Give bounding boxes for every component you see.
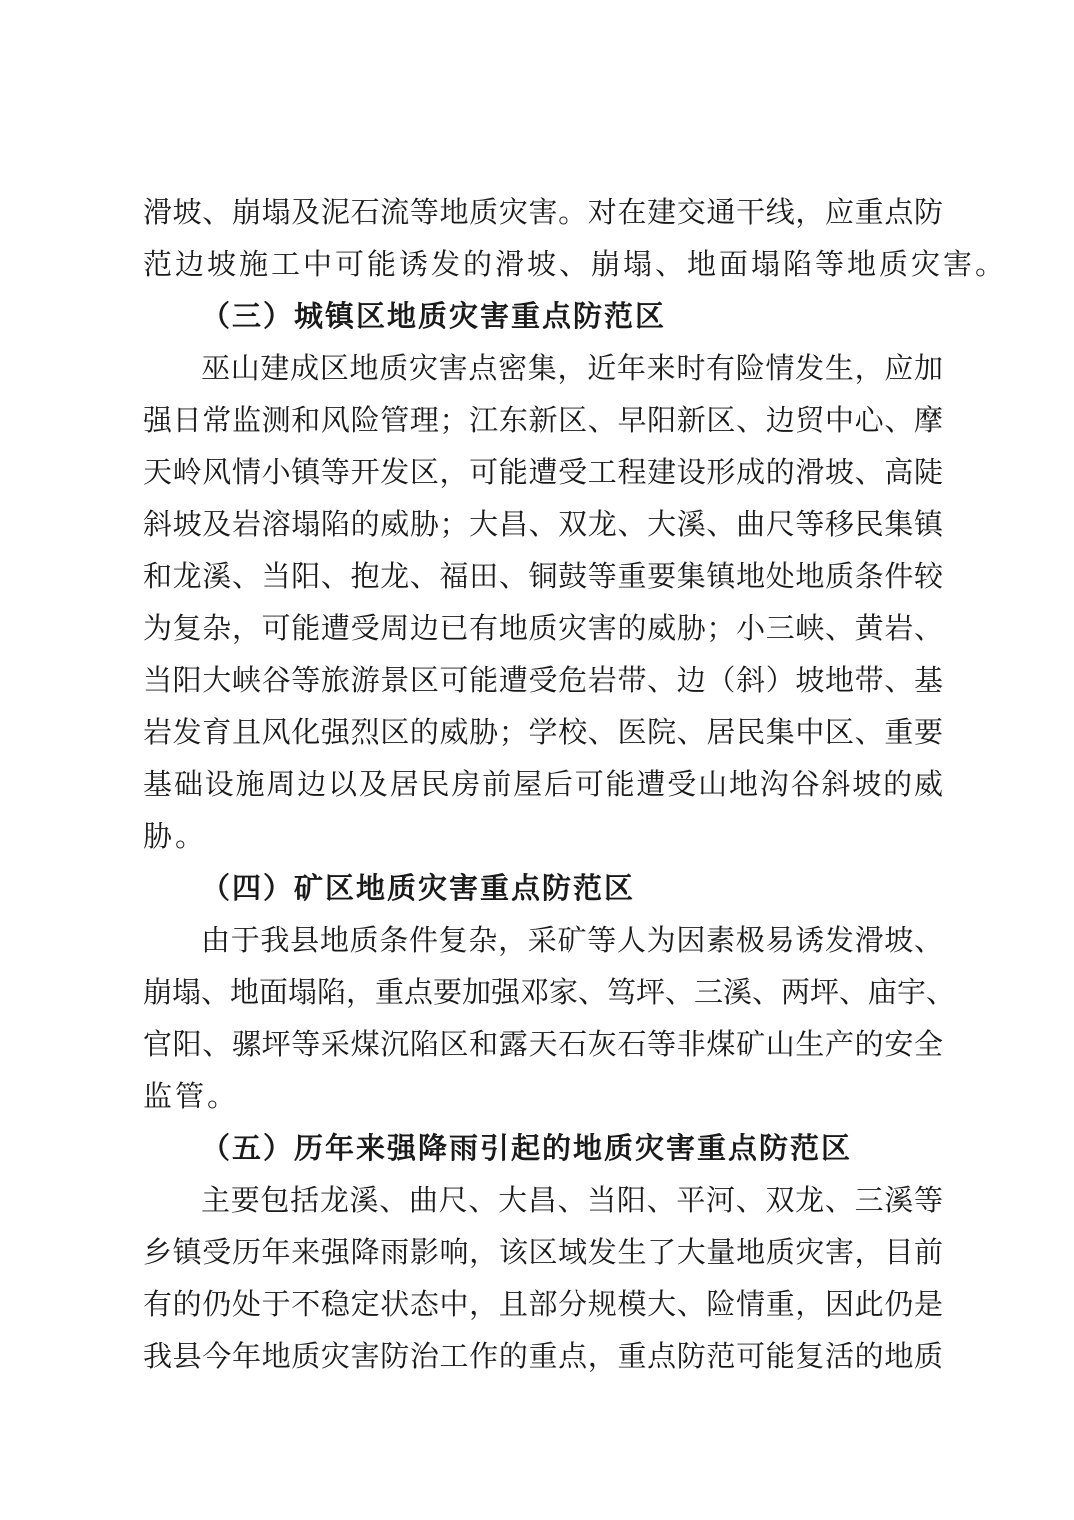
paragraph-mining-zone xyxy=(143,914,956,1122)
text-line: 范边坡施工中可能诱发的滑坡、崩塌、地面塌陷等地质灾害。 xyxy=(143,247,1008,281)
text-line: 强日常监测和风险管理；江东新区、早阳新区、边贸中心、摩 xyxy=(143,403,943,437)
text-line: 监管。 xyxy=(143,1079,240,1113)
text-line: 为复杂，可能遭受周边已有地质灾害的威胁；小三峡、黄岩、 xyxy=(143,611,943,645)
text-line: 崩塌、地面塌陷，重点要加强邓家、笃坪、三溪、两坪、庙宇、 xyxy=(143,975,956,1009)
text-line: 和龙溪、当阳、抱龙、福田、铜鼓等重要集镇地处地质条件较 xyxy=(143,559,943,593)
section-heading-3: （三）城镇区地质灾害重点防范区 xyxy=(201,299,667,333)
text-line: 滑坡、崩塌及泥石流等地质灾害。对在建交通干线，应重点防 xyxy=(143,195,943,229)
section-heading-5: （五）历年来强降雨引起的地质灾害重点防范区 xyxy=(201,1131,853,1165)
text-line: 官阳、骡坪等采煤沉陷区和露天石灰石等非煤矿山生产的安全 xyxy=(143,1027,943,1061)
text-line: 由于我县地质条件复杂，采矿等人为因素极易诱发滑坡、 xyxy=(201,923,943,957)
text-line: 基础设施周边以及居民房前屋后可能遭受山地沟谷斜坡的威 xyxy=(143,767,943,801)
document-page xyxy=(143,186,1008,1382)
text-line: 岩发育且风化强烈区的威胁；学校、医院、居民集中区、重要 xyxy=(143,715,943,749)
text-line: 主要包括龙溪、曲尺、大昌、当阳、平河、双龙、三溪等 xyxy=(201,1183,943,1217)
text-line: 巫山建成区地质灾害点密集，近年来时有险情发生，应加 xyxy=(201,351,943,385)
text-line: 当阳大峡谷等旅游景区可能遭受危岩带、边（斜）坡地带、基 xyxy=(143,663,943,697)
text-line: 天岭风情小镇等开发区，可能遭受工程建设形成的滑坡、高陡 xyxy=(143,455,943,489)
section-heading-4: （四）矿区地质灾害重点防范区 xyxy=(201,871,636,905)
text-line: 有的仍处于不稳定状态中，且部分规模大、险情重，因此仍是 xyxy=(143,1287,943,1321)
text-line: 我县今年地质灾害防治工作的重点，重点防范可能复活的地质 xyxy=(143,1339,943,1373)
paragraph-continuation xyxy=(143,186,1008,290)
text-line: 斜坡及岩溶塌陷的威胁；大昌、双龙、大溪、曲尺等移民集镇 xyxy=(143,507,943,541)
paragraph-rainfall-zone xyxy=(143,1174,943,1382)
text-line: 胁。 xyxy=(143,819,208,853)
text-line: 乡镇受历年来强降雨影响，该区域发生了大量地质灾害，目前 xyxy=(143,1235,943,1269)
paragraph-urban-zone xyxy=(143,342,943,862)
